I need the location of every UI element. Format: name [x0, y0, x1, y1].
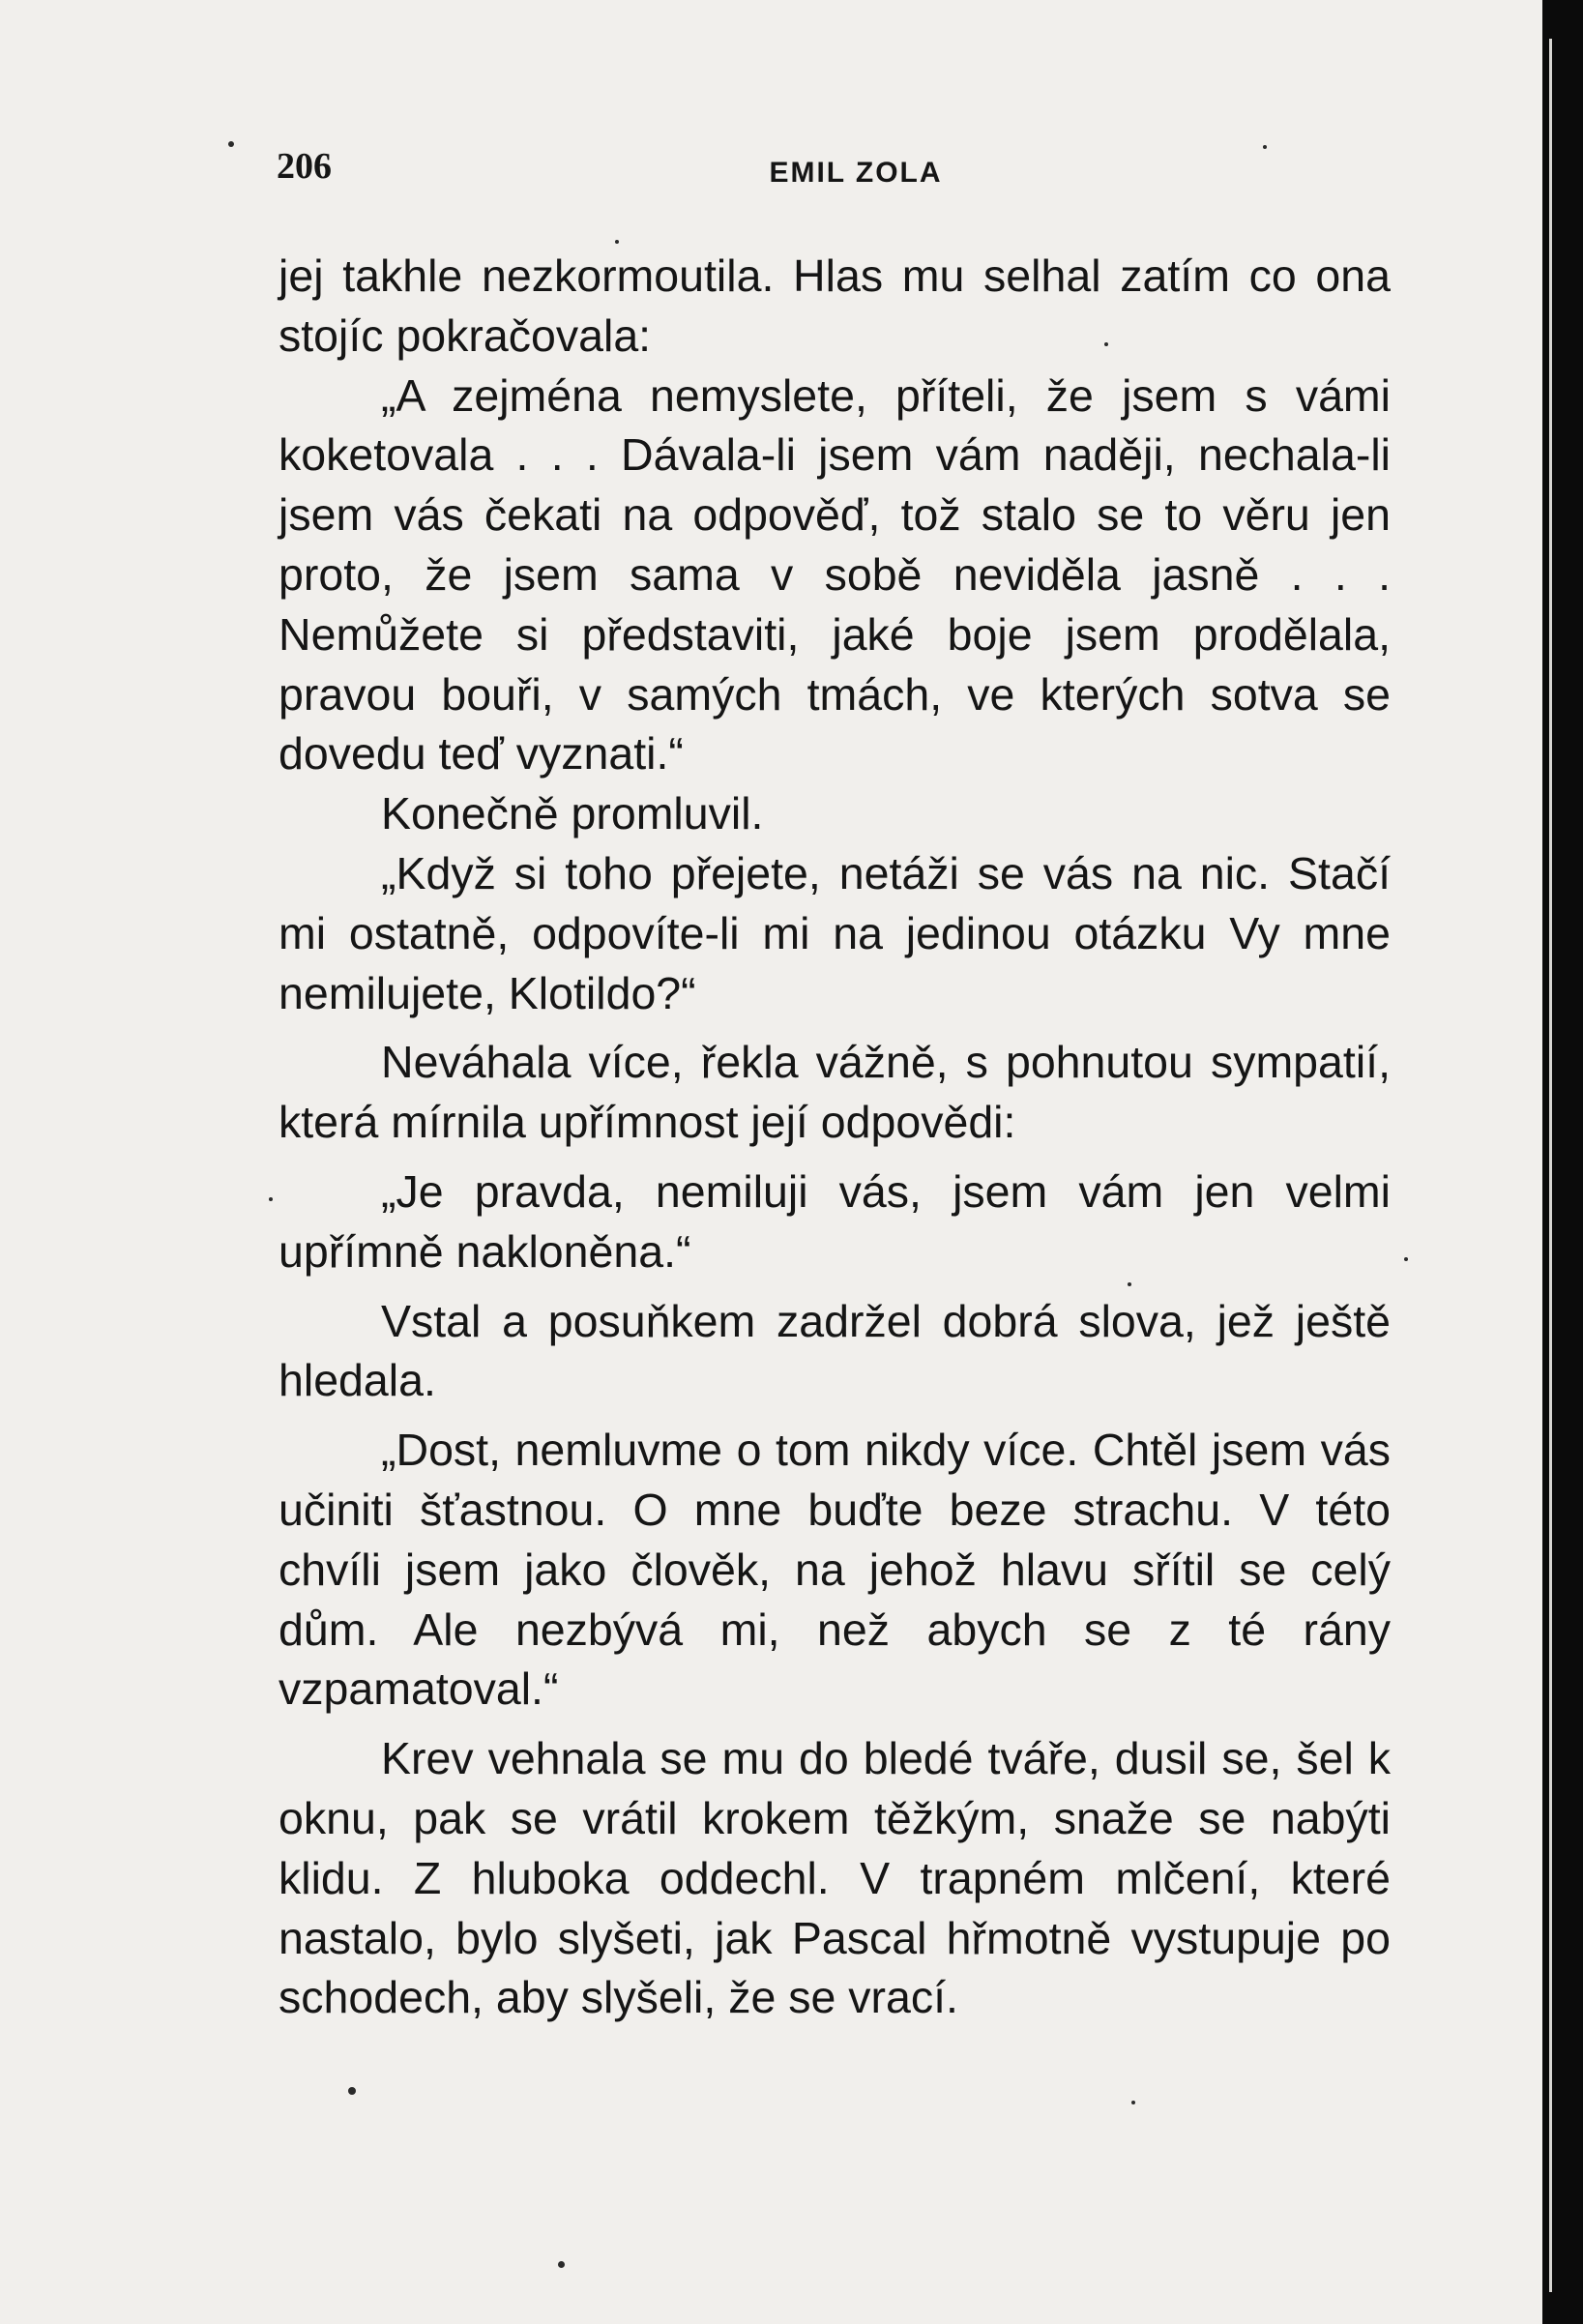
- paragraph: „Když si toho přejete, netáži se vás na nic. Stačí mi ostatně, odpovíte-li mi na jedinou otázku Vy mne nemilujete, Klotildo?“: [278, 847, 1391, 1018]
- running-head: EMIL ZOLA: [769, 157, 943, 189]
- paragraph: Neváhala více, řekla vážně, s pohnutou sympatií, která mírnila upřímnost její odpovědi:: [278, 1037, 1391, 1148]
- scan-speck: [558, 2261, 565, 2268]
- page-header: [0, 145, 1542, 203]
- paragraph: Vstal a posuňkem zadržel dobrá slova, jež ještě hledala.: [278, 1295, 1391, 1406]
- scan-speck: [1404, 1257, 1408, 1261]
- body-text: [278, 247, 1391, 2028]
- scan-speck: [615, 240, 619, 244]
- scan-speck: [1131, 2101, 1135, 2104]
- paragraph: jej takhle nezkormoutila. Hlas mu selhal zatím co ona stojíc pokračovala:: [278, 250, 1391, 361]
- scan-speck: [228, 141, 234, 147]
- page-edge-line: [1549, 39, 1552, 2292]
- scan-speck: [269, 1197, 273, 1201]
- scan-speck: [348, 2087, 356, 2095]
- paragraph: Konečně promluvil.: [381, 788, 764, 839]
- paragraph: „Dost, nemluvme o tom nikdy více. Chtěl jsem vás učiniti šťastnou. O mne buďte beze strachu. V této chvíli jsem jako člověk, na jehož hlavu sřítil se celý dům. Ale nezbývá mi, než abych se z té rány vzpamatoval.“: [278, 1425, 1391, 1715]
- paragraph: Krev vehnala se mu do bledé tváře, dusil se, šel k oknu, pak se vrátil krokem těžkým, snaže se nabýti klidu. Z hluboka oddechl. V trapném mlčení, které nastalo, bylo slyšeti, jak Pascal hřmotně vystupuje po schodech, aby slyšeli, že se vrací.: [278, 1733, 1391, 2023]
- scan-speck: [1263, 145, 1267, 149]
- scan-speck: [1104, 342, 1108, 346]
- paragraph: „Je pravda, nemiluji vás, jsem vám jen velmi upřímně nakloněna.“: [278, 1165, 1391, 1277]
- scan-speck: [1128, 1282, 1131, 1286]
- paragraph: „A zejména nemyslete, příteli, že jsem s vámi koketovala . . . Dávala-li jsem vám naději, nechala-li jsem vás čekati na odpověď, tož stalo se to věru jen proto, že jsem sama v sobě neviděla jasně . . . Nemůžete si představiti, jaké boje jsem prodělala, pravou bouři, v samých tmách, ve kterých sotva se dovedu teď vyznati.“: [278, 369, 1391, 780]
- page-number: 206: [277, 146, 332, 187]
